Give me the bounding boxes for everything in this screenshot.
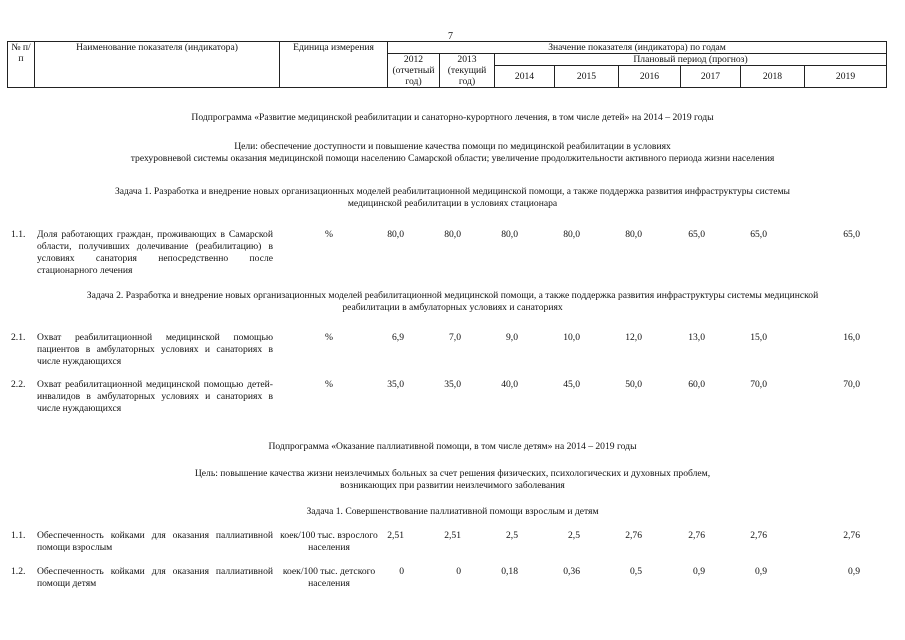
row-number: 1.1. — [11, 530, 26, 541]
page-number: 7 — [448, 31, 453, 42]
value-cell: 0,36 — [563, 566, 580, 577]
header-year: 2014 — [495, 66, 555, 88]
value-cell: 80,0 — [501, 229, 518, 240]
value-cell: 10,0 — [563, 332, 580, 343]
subprogram-1-goal-line2: трехуровневой системы оказания медицинской помощи населению Самарской области; увеличение продолжительности активного периода жизни населения — [130, 153, 775, 164]
value-cell: 0,9 — [848, 566, 860, 577]
header-unit: Единица измерения — [280, 42, 388, 88]
row-unit: % — [325, 229, 333, 240]
value-cell: 12,0 — [625, 332, 642, 343]
row-name: Охват реабилитационной медицинской помощью пациентов в амбулаторных условиях и санаториях в числе нуждающихся — [37, 332, 273, 367]
value-cell: 65,0 — [750, 229, 767, 240]
header-name: Наименование показателя (индикатора) — [35, 42, 280, 88]
row-number: 2.1. — [11, 332, 26, 343]
indicator-table-header — [7, 41, 887, 88]
header-year: 2019 — [805, 66, 887, 88]
row-unit: коек/100 тыс. взрослого населения — [280, 530, 378, 553]
value-cell: 2,76 — [750, 530, 767, 541]
value-cell: 45,0 — [563, 379, 580, 390]
value-cell: 9,0 — [506, 332, 518, 343]
header-year: 2017 — [681, 66, 741, 88]
row-name: Обеспеченность койками для оказания паллиативной помощи детям — [37, 566, 273, 589]
task-2-line2: реабилитации в амбулаторных условиях и санаториях — [342, 302, 563, 313]
row-number: 1.1. — [11, 229, 26, 240]
value-cell: 2,51 — [444, 530, 461, 541]
value-cell: 2,76 — [625, 530, 642, 541]
value-cell: 0 — [456, 566, 461, 577]
value-cell: 0,9 — [755, 566, 767, 577]
value-cell: 16,0 — [843, 332, 860, 343]
task-2-line1: Задача 2. Разработка и внедрение новых организационных моделей реабилитационной медицинской помощи, а также поддержка развития инфраструктуры системы медицинской — [86, 290, 819, 301]
value-cell: 65,0 — [843, 229, 860, 240]
header-year-2012: 2012 (отчетный год) — [388, 54, 440, 88]
value-cell: 13,0 — [688, 332, 705, 343]
header-year-2013: 2013 (текущий год) — [440, 54, 495, 88]
value-cell: 65,0 — [688, 229, 705, 240]
value-cell: 50,0 — [625, 379, 642, 390]
header-values: Значение показателя (индикатора) по годам — [388, 42, 887, 54]
row-name: Обеспеченность койками для оказания паллиативной помощи взрослым — [37, 530, 273, 553]
subprogram-1-goal-line1: Цели: обеспечение доступности и повышение качества помощи по медицинской реабилитации в условиях — [234, 141, 671, 152]
value-cell: 35,0 — [387, 379, 404, 390]
value-cell: 80,0 — [444, 229, 461, 240]
row-number: 1.2. — [11, 566, 26, 577]
value-cell: 40,0 — [501, 379, 518, 390]
value-cell: 2,76 — [688, 530, 705, 541]
task-1-line2: медицинской реабилитации в условиях стационара — [347, 198, 558, 209]
header-year: 2016 — [619, 66, 681, 88]
value-cell: 60,0 — [688, 379, 705, 390]
subprogram-2-goal-line2: возникающих при развитии неизлечимого заболевания — [340, 480, 565, 491]
value-cell: 80,0 — [563, 229, 580, 240]
subprogram-2-goal-line1: Цель: повышение качества жизни неизлечимых больных за счет решения физических, психологических и духовных проблем, — [194, 468, 711, 479]
value-cell: 80,0 — [625, 229, 642, 240]
row-unit: % — [325, 332, 333, 343]
subprogram-1-title: Подпрограмма «Развитие медицинской реабилитации и санаторно-курортного лечения, в том числе детей» на 2014 – 2019 годы — [191, 112, 714, 123]
value-cell: 0 — [399, 566, 404, 577]
header-plan: Плановый период (прогноз) — [495, 54, 887, 66]
value-cell: 2,76 — [843, 530, 860, 541]
value-cell: 0,9 — [693, 566, 705, 577]
row-name: Охват реабилитационной медицинской помощью детей-инвалидов в амбулаторных условиях и санаториях в числе нуждающихся — [37, 379, 273, 414]
subprogram-2-title: Подпрограмма «Оказание паллиативной помощи, в том числе детям» на 2014 – 2019 годы — [268, 441, 637, 452]
value-cell: 2,5 — [568, 530, 580, 541]
header-num: № п/п — [8, 42, 35, 88]
row-unit: коек/100 тыс. детского населения — [282, 566, 376, 589]
value-cell: 80,0 — [387, 229, 404, 240]
value-cell: 15,0 — [750, 332, 767, 343]
row-number: 2.2. — [11, 379, 26, 390]
header-year: 2015 — [555, 66, 619, 88]
row-name: Доля работающих граждан, проживающих в Самарской области, получивших долечивание (реабилитацию) в условиях санатория непосредственно после стационарного лечения — [37, 229, 273, 276]
task-1-line1: Задача 1. Разработка и внедрение новых организационных моделей реабилитационной медицинской помощи, а также поддержка развития инфраструктуры системы — [114, 186, 791, 197]
value-cell: 70,0 — [750, 379, 767, 390]
row-unit: % — [325, 379, 333, 390]
value-cell: 0,5 — [630, 566, 642, 577]
value-cell: 2,5 — [506, 530, 518, 541]
header-year: 2018 — [741, 66, 805, 88]
value-cell: 2,51 — [387, 530, 404, 541]
value-cell: 0,18 — [501, 566, 518, 577]
value-cell: 6,9 — [392, 332, 404, 343]
value-cell: 35,0 — [444, 379, 461, 390]
value-cell: 70,0 — [843, 379, 860, 390]
subprogram-2-task-1: Задача 1. Совершенствование паллиативной помощи взрослым и детям — [306, 506, 599, 517]
value-cell: 7,0 — [449, 332, 461, 343]
